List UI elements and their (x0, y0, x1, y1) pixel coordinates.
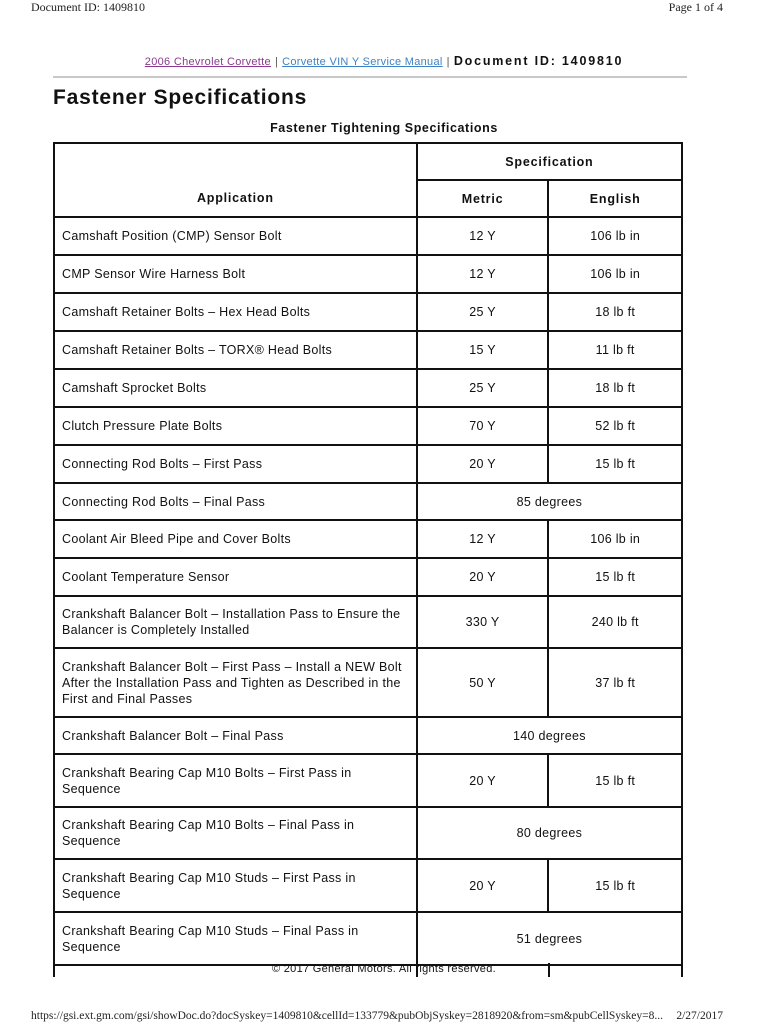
application-cell: Camshaft Sprocket Bolts (54, 369, 417, 407)
metric-cell: 25 Y (417, 369, 549, 407)
table-row (54, 859, 682, 912)
header-doc-id: Document ID: 1409810 (31, 0, 145, 14)
header-specification: Specification (417, 143, 682, 180)
specification-cell: 140 degrees (417, 717, 682, 754)
page-title: Fastener Specifications (53, 86, 308, 109)
metric-cell: 50 Y (417, 648, 549, 717)
table-row (54, 255, 682, 293)
english-cell: 106 lb in (548, 217, 682, 255)
english-cell: 15 lb ft (548, 558, 682, 596)
english-cell: 15 lb ft (548, 859, 682, 912)
table-row (54, 754, 682, 807)
table-row (54, 648, 682, 717)
english-cell: 18 lb ft (548, 369, 682, 407)
table-row (54, 369, 682, 407)
english-cell: 37 lb ft (548, 648, 682, 717)
english-cell: 52 lb ft (548, 407, 682, 445)
table-row (54, 807, 682, 859)
fastener-spec-table (53, 142, 683, 966)
application-cell: Crankshaft Balancer Bolt – Installation Pass to Ensure the Balancer is Completely Installed (54, 596, 417, 648)
header-application: Application (54, 143, 417, 217)
metric-cell: 20 Y (417, 859, 549, 912)
english-cell: 240 lb ft (548, 596, 682, 648)
application-cell: Camshaft Position (CMP) Sensor Bolt (54, 217, 417, 255)
application-cell: Crankshaft Balancer Bolt – Final Pass (54, 717, 417, 754)
table-row (54, 717, 682, 754)
application-cell: Camshaft Retainer Bolts – TORX® Head Bolts (54, 331, 417, 369)
metric-cell: 12 Y (417, 255, 549, 293)
application-cell: Connecting Rod Bolts – First Pass (54, 445, 417, 483)
breadcrumb (0, 54, 768, 68)
metric-cell: 15 Y (417, 331, 549, 369)
application-cell: Crankshaft Balancer Bolt – First Pass – Install a NEW Bolt After the Installation Pass and Tighten as Described in the First and Final Passes (54, 648, 417, 717)
english-cell: 106 lb in (548, 520, 682, 558)
header-metric: Metric (417, 180, 549, 217)
metric-cell: 25 Y (417, 293, 549, 331)
table-row (54, 596, 682, 648)
metric-cell: 20 Y (417, 754, 549, 807)
application-cell: Crankshaft Bearing Cap M10 Bolts – First Pass in Sequence (54, 754, 417, 807)
table-row (54, 331, 682, 369)
table-row (54, 217, 682, 255)
metric-cell: 12 Y (417, 217, 549, 255)
table-row (54, 912, 682, 965)
application-cell: Coolant Temperature Sensor (54, 558, 417, 596)
table-row (54, 558, 682, 596)
specification-cell: 51 degrees (417, 912, 682, 965)
table-caption: Fastener Tightening Specifications (270, 121, 498, 135)
application-cell: Coolant Air Bleed Pipe and Cover Bolts (54, 520, 417, 558)
breadcrumb-doc-id: Document ID: 1409810 (453, 54, 624, 68)
english-cell: 18 lb ft (548, 293, 682, 331)
table-row (54, 483, 682, 520)
footer-date: 2/27/2017 (676, 1010, 723, 1022)
divider (53, 76, 687, 78)
header-page-number: Page 1 of 4 (668, 0, 723, 14)
english-cell: 106 lb in (548, 255, 682, 293)
table-row (54, 520, 682, 558)
metric-cell: 12 Y (417, 520, 549, 558)
application-cell: Camshaft Retainer Bolts – Hex Head Bolts (54, 293, 417, 331)
copyright: © 2017 General Motors. All rights reserved. (272, 963, 496, 975)
metric-cell: 330 Y (417, 596, 549, 648)
application-cell: Crankshaft Bearing Cap M10 Studs – First Pass in Sequence (54, 859, 417, 912)
metric-cell: 20 Y (417, 445, 549, 483)
table-row (54, 407, 682, 445)
english-cell: 15 lb ft (548, 445, 682, 483)
application-cell: Crankshaft Bearing Cap M10 Studs – Final Pass in Sequence (54, 912, 417, 965)
breadcrumb-separator: | (446, 56, 450, 68)
table-row (54, 445, 682, 483)
breadcrumb-manual-link[interactable]: Corvette VIN Y Service Manual (282, 56, 443, 68)
application-cell: Connecting Rod Bolts – Final Pass (54, 483, 417, 520)
specification-cell: 85 degrees (417, 483, 682, 520)
english-cell: 15 lb ft (548, 754, 682, 807)
metric-cell: 20 Y (417, 558, 549, 596)
english-cell: 11 lb ft (548, 331, 682, 369)
specification-cell: 80 degrees (417, 807, 682, 859)
header-english: English (548, 180, 682, 217)
footer-url: https://gsi.ext.gm.com/gsi/showDoc.do?docSyskey=1409810&cellId=133779&pubObjSyskey=2818920&from=sm&pubCellSyskey=8... (31, 1010, 664, 1022)
breadcrumb-vehicle-link[interactable]: 2006 Chevrolet Corvette (144, 56, 271, 68)
application-cell: CMP Sensor Wire Harness Bolt (54, 255, 417, 293)
application-cell: Crankshaft Bearing Cap M10 Bolts – Final Pass in Sequence (54, 807, 417, 859)
application-cell: Clutch Pressure Plate Bolts (54, 407, 417, 445)
breadcrumb-separator: | (274, 56, 279, 68)
table-row (54, 293, 682, 331)
metric-cell: 70 Y (417, 407, 549, 445)
